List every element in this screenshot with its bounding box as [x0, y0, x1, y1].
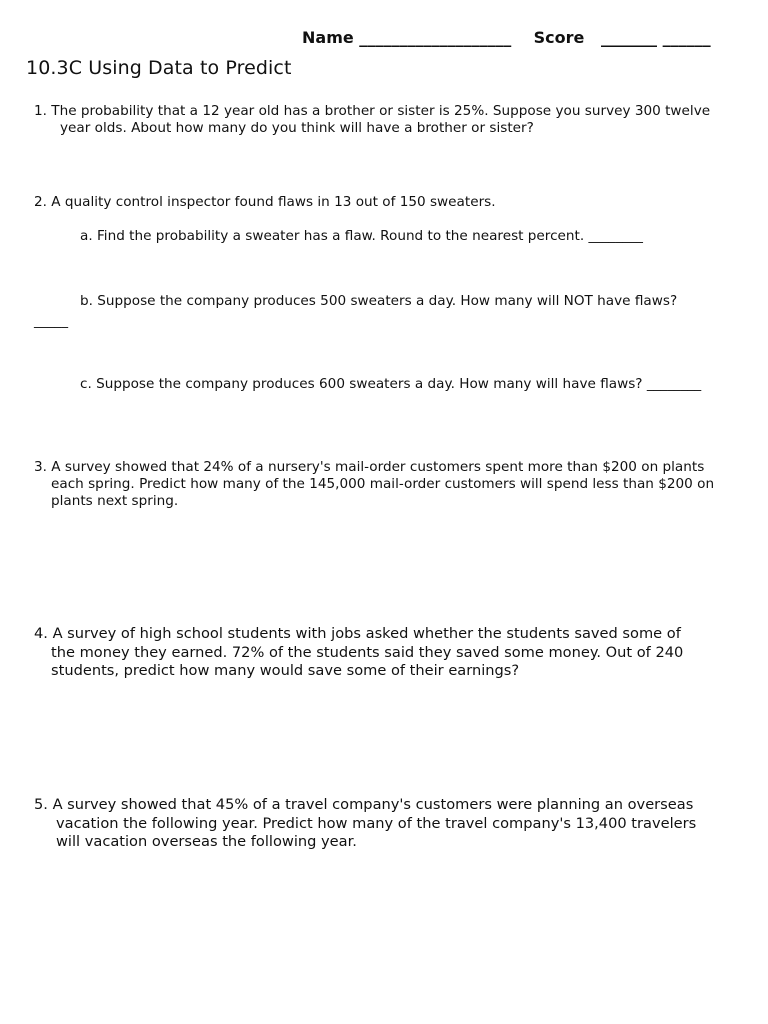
- question-4: [34, 625, 683, 681]
- question-2b-answer-blank[interactable]: _____: [34, 313, 68, 329]
- question-1-line-2: year olds. About how many do you think will have a brother or sister?: [60, 120, 534, 136]
- question-3-line-2: each spring. Predict how many of the 145,000 mail-order customers will spend less than $200 on: [51, 476, 715, 492]
- score-label: Score: [533, 28, 585, 47]
- question-3: [34, 459, 714, 510]
- question-4-line-3: students, predict how many would save some of their earnings?: [51, 662, 520, 679]
- name-label: Name: [302, 28, 354, 47]
- question-2-stem: 2. A quality control inspector found flaws in 13 out of 150 sweaters.: [34, 194, 496, 210]
- question-4-line-1: 4. A survey of high school students with jobs asked whether the students saved some of: [34, 625, 681, 642]
- question-5-line-2: vacation the following year. Predict how many of the travel company's 13,400 travelers: [56, 814, 697, 832]
- question-2b: b. Suppose the company produces 500 sweaters a day. How many will NOT have flaws?: [80, 293, 678, 309]
- question-5-line-1: 5. A survey showed that 45% of a travel company's customers were planning an overseas: [34, 796, 694, 813]
- question-5: [34, 796, 696, 852]
- question-5-line-3: will vacation overseas the following year.: [56, 833, 357, 850]
- question-1: [34, 103, 710, 137]
- question-4-line-2: the money they earned. 72% of the students said they saved some money. Out of 240: [51, 643, 684, 661]
- question-1-line-1: 1. The probability that a 12 year old has a brother or sister is 25%. Suppose you survey 300 twelve: [34, 103, 711, 119]
- score-blank[interactable]: _______ ______: [601, 28, 711, 47]
- question-3-line-1: 3. A survey showed that 24% of a nursery's mail-order customers spent more than $200 on plants: [34, 459, 705, 475]
- question-2a: a. Find the probability a sweater has a flaw. Round to the nearest percent. ________: [80, 228, 643, 244]
- name-blank[interactable]: ___________________: [359, 28, 512, 47]
- question-2c: c. Suppose the company produces 600 sweaters a day. How many will have flaws? ________: [80, 376, 702, 392]
- worksheet-title: 10.3C Using Data to Predict: [26, 57, 292, 79]
- student-header: [302, 28, 711, 47]
- question-3-line-3: plants next spring.: [51, 493, 179, 509]
